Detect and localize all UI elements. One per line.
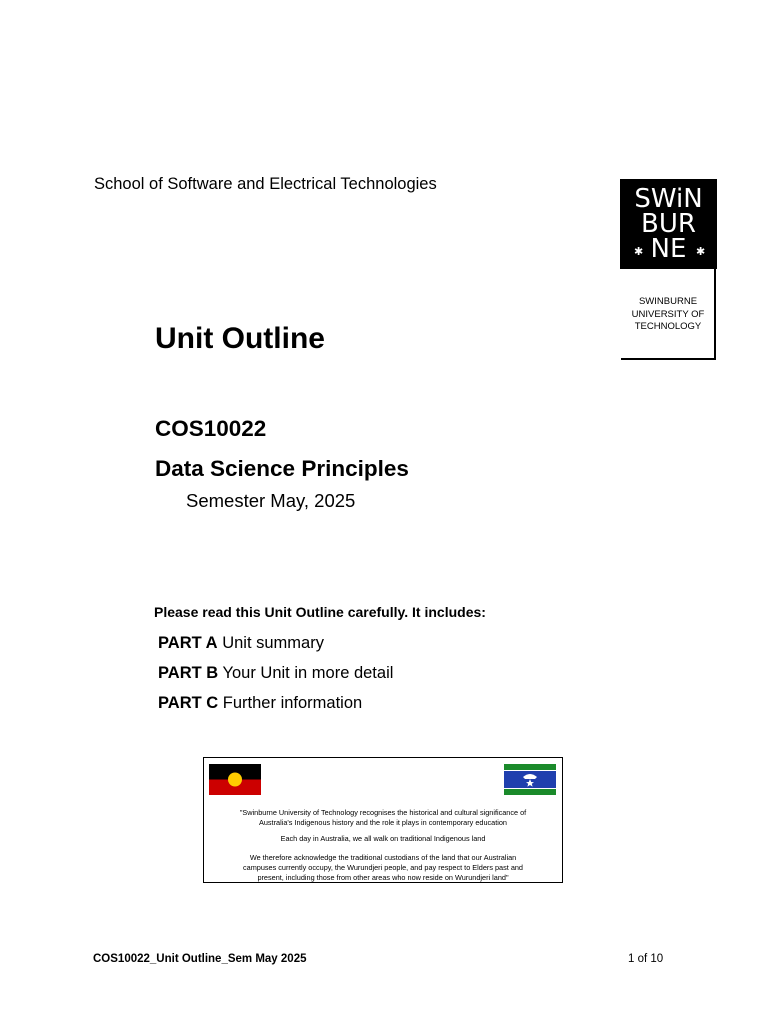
logo-subtitle (622, 296, 714, 334)
ack-line: We therefore acknowledge the traditional custodians of the land that our Australian (249, 853, 517, 862)
part-b-text: Your Unit in more detail (222, 664, 394, 682)
semester: Semester May, 2025 (186, 490, 356, 511)
ack-line: present, including those from other areas who now reside on Wurundjeri land" (257, 873, 509, 882)
footer-page-number: 1 of 10 (628, 953, 664, 965)
logo-line-2: BUR (641, 209, 696, 239)
ack-paragraph-3 (210, 853, 556, 883)
aboriginal-flag-icon (209, 764, 261, 795)
ack-line: campuses currently occupy, the Wurundjeri people, and pay respect to Elders past and (242, 863, 523, 872)
logo-frame-right (714, 269, 716, 360)
ack-line: Australia's Indigenous history and the role it plays in contemporary education (258, 818, 507, 827)
logo-sub-line-3: TECHNOLOGY (634, 321, 702, 332)
school-name: School of Software and Electrical Technologies (94, 175, 437, 193)
swinburne-logo (620, 179, 717, 269)
logo-frame-bottom (621, 358, 716, 360)
ack-line: "Swinburne University of Technology recognises the historical and cultural significance of (239, 808, 527, 817)
footer-document-name: COS10022_Unit Outline_Sem May 2025 (93, 953, 307, 965)
logo-line-1: SWiN (634, 184, 703, 214)
torres-strait-flag-icon (504, 764, 556, 795)
part-a (158, 634, 324, 653)
document-title: Unit Outline (155, 322, 325, 355)
logo-line-3: NE (650, 234, 687, 264)
part-c-text: Further information (222, 694, 363, 712)
logo-sub-line-2: UNIVERSITY OF (631, 308, 705, 320)
part-b-label: PART B (158, 664, 219, 682)
part-a-label: PART A (158, 634, 218, 652)
unit-name: Data Science Principles (155, 456, 409, 481)
logo-star-right-icon: ✱ (696, 246, 706, 258)
logo-star-left-icon: ✱ (634, 246, 644, 258)
part-b (158, 664, 393, 683)
part-a-text: Unit summary (222, 634, 324, 652)
unit-code: COS10022 (155, 416, 267, 441)
part-c (158, 694, 362, 713)
part-c-label: PART C (158, 694, 219, 712)
contents-intro: Please read this Unit Outline carefully. It includes: (154, 604, 486, 620)
acknowledgement-box (203, 757, 563, 883)
logo-sub-line-1: SWINBURNE (638, 296, 698, 307)
ack-paragraph-1 (210, 808, 556, 828)
ack-paragraph-2: Each day in Australia, we all walk on traditional Indigenous land (280, 834, 486, 843)
